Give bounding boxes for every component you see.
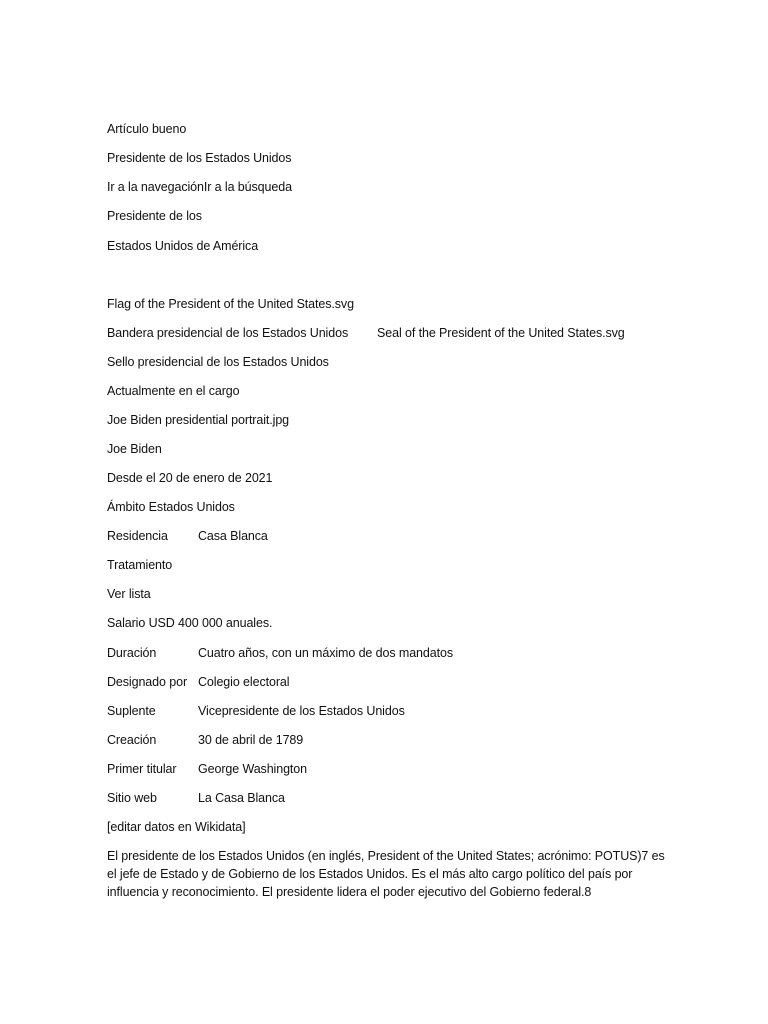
salary-row: Salario USD 400 000 anuales. bbox=[107, 616, 273, 630]
portrait-image-filename[interactable]: Joe Biden presidential portrait.jpg bbox=[107, 413, 290, 427]
infobox-heading-line-2: Estados Unidos de América bbox=[107, 239, 259, 253]
substitute-label: Suplente bbox=[107, 704, 156, 718]
edit-wikidata-link[interactable]: [editar datos en Wikidata] bbox=[107, 820, 246, 834]
infobox-heading-line-1: Presidente de los bbox=[107, 209, 202, 223]
flag-caption: Bandera presidencial de los Estados Unidos bbox=[107, 326, 349, 340]
treatment-label: Tratamiento bbox=[107, 558, 173, 572]
good-article-label: Artículo bueno bbox=[107, 122, 187, 136]
website-label: Sitio web bbox=[107, 791, 157, 805]
term-start: Desde el 20 de enero de 2021 bbox=[107, 471, 273, 485]
incumbent-name[interactable]: Joe Biden bbox=[107, 442, 162, 456]
creation-value: 30 de abril de 1789 bbox=[198, 733, 304, 747]
seal-image-filename[interactable]: Seal of the President of the United States.svg bbox=[377, 326, 625, 340]
navigation-links[interactable]: Ir a la navegaciónIr a la búsqueda bbox=[107, 180, 292, 194]
intro-paragraph: El presidente de los Estados Unidos (en inglés, President of the United States; acrónimo: POTUS)7 es el jefe de Estado y de Gobierno de los Estados Unidos. Es el más alto cargo político del país por influencia y reconocimiento. El presidente lidera el poder ejecutivo del Gobierno federal.8 bbox=[107, 849, 665, 899]
residence-value[interactable]: Casa Blanca bbox=[198, 529, 268, 543]
appointed-by-label: Designado por bbox=[107, 675, 188, 689]
residence-label: Residencia bbox=[107, 529, 168, 543]
creation-label: Creación bbox=[107, 733, 157, 747]
flag-image-filename[interactable]: Flag of the President of the United States.svg bbox=[107, 297, 354, 311]
seal-caption: Sello presidencial de los Estados Unidos bbox=[107, 355, 329, 369]
website-link[interactable]: La Casa Blanca bbox=[198, 791, 285, 805]
substitute-value[interactable]: Vicepresidente de los Estados Unidos bbox=[198, 704, 405, 718]
duration-label: Duración bbox=[107, 646, 157, 660]
appointed-by-value[interactable]: Colegio electoral bbox=[198, 675, 290, 689]
first-holder-value[interactable]: George Washington bbox=[198, 762, 308, 776]
scope-row: Ámbito Estados Unidos bbox=[107, 500, 235, 514]
duration-value: Cuatro años, con un máximo de dos mandatos bbox=[198, 646, 453, 660]
page-title: Presidente de los Estados Unidos bbox=[107, 151, 292, 165]
current-holder-label: Actualmente en el cargo bbox=[107, 384, 240, 398]
see-list-link[interactable]: Ver lista bbox=[107, 587, 151, 601]
first-holder-label: Primer titular bbox=[107, 762, 177, 776]
